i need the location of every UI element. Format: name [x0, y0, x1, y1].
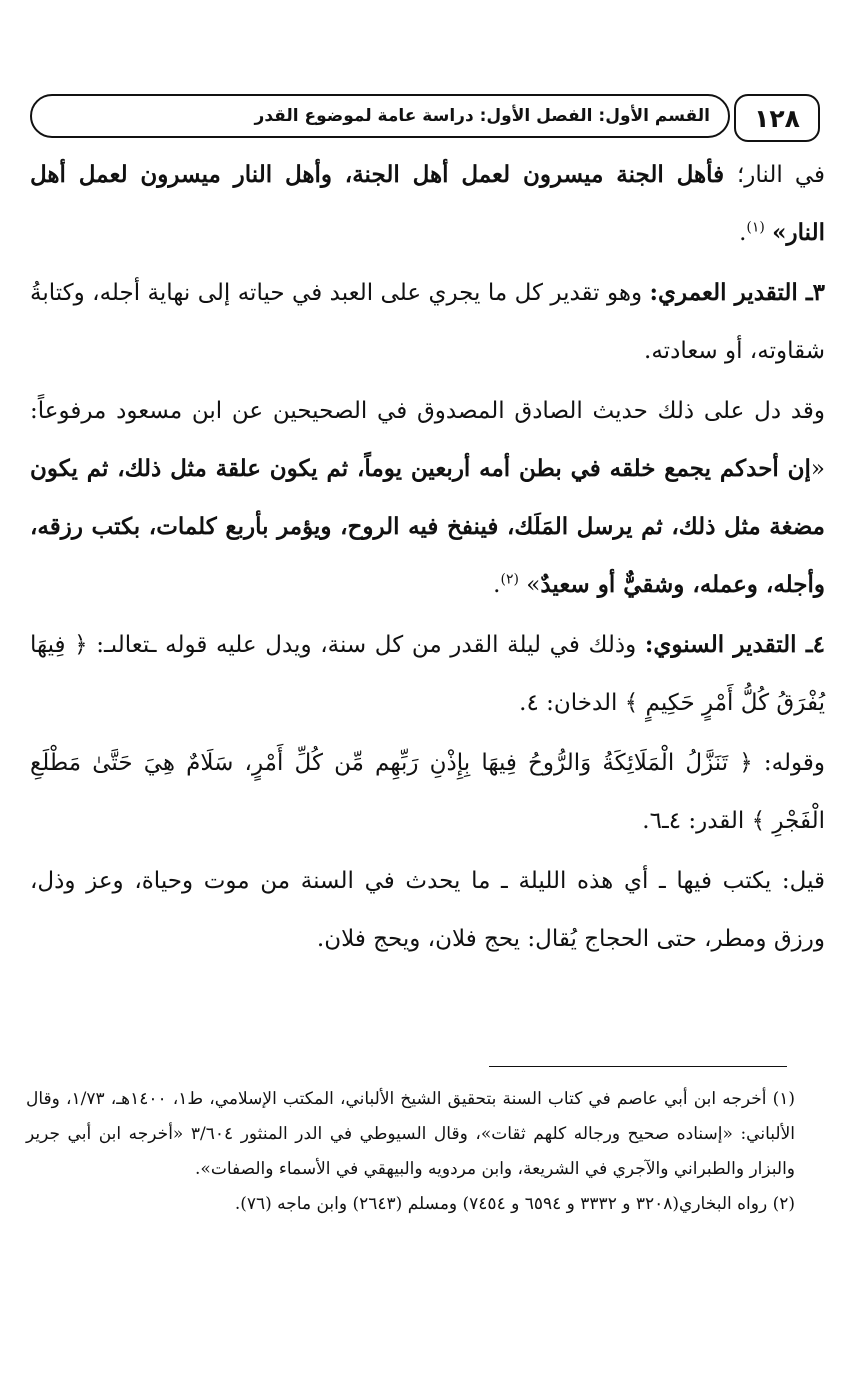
verse-qadr-source: القدر: ٤ـ٦. — [642, 808, 752, 834]
p6-text: قيل: يكتب فيها ـ أي هذه الليلة ـ ما يحدث في السنة من موت وحياة، وعز وذل، ورزق ومطر، حتى الحجاج يُقال: يحج فلان، ويحج فلان. — [30, 868, 825, 952]
footnotes — [26, 1082, 795, 1222]
verse-qadr: ﴿ تَنَزَّلُ الْمَلَائِكَةُ وَالرُّوحُ فِيهَا بِإِذْنِ رَبِّهِم مِّن كُلِّ أَمْرٍ، سَلَامٌ هِيَ حَتَّىٰ مَطْلَعِ الْفَجْرِ ﴾ — [30, 750, 825, 834]
footnote-divider — [489, 1066, 787, 1067]
heading-annual-decree: ٤ـ التقدير السنوي: — [644, 631, 825, 658]
main-text — [30, 146, 825, 970]
paragraph-2 — [30, 264, 825, 380]
p3-hadith: إن أحدكم يجمع خلقه في بطن أمه أربعين يوماً، ثم يكون علقة مثل ذلك، ثم يكون مضغة مثل ذلك، ثم يرسل المَلَك، فينفخ فيه الروح، ويؤمر بأربع كلمات، بكتب رزقه، وأجله، وعمله، وشقيٌّ أو سعيدٌ — [30, 455, 825, 598]
verse-dukhan-source: الدخان: ٤. — [519, 690, 625, 716]
paragraph-5 — [30, 734, 825, 850]
paragraph-4 — [30, 616, 825, 732]
running-title: القسم الأول: الفصل الأول: دراسة عامة لموضوع القدر — [30, 94, 730, 138]
paragraph-6 — [30, 852, 825, 968]
p3-intro: وقد دل على ذلك حديث الصادق المصدوق في الصحيحين عن ابن مسعود مرفوعاً: « — [30, 398, 825, 482]
heading-lifetime-decree: ٣ـ التقدير العمري: — [649, 279, 825, 306]
footnote-2: (٢) رواه البخاري(٣٢٠٨ و ٣٣٣٢ و ٦٥٩٤ و ٧٤٥٤) ومسلم (٢٦٤٣) وابن ماجه (٧٦). — [234, 1194, 795, 1214]
footnote-ref-2[interactable]: (٢) — [500, 571, 519, 588]
footnote-1: (١) أخرجه ابن أبي عاصم في كتاب السنة بتحقيق الشيخ الألباني، المكتب الإسلامي، ط١، ١٤٠٠هـ، ١/٧٣، وقال الألباني: «إسناده صحيح ورجاله كلهم ثقات»، وقال السيوطي في الدر المنثور ٣/٦٠٤ «أخرجه ابن أبي جرير والبزار والطبراني والآجري في الشريعة، وابن مردويه والبيهقي في الأسماء والصفات». — [26, 1089, 795, 1179]
p4-text: وذلك في ليلة القدر من كل سنة، ويدل عليه قوله ـتعالىـ: — [87, 632, 645, 658]
page-header — [30, 94, 820, 142]
p3-close: » — [526, 572, 541, 598]
paragraph-1 — [30, 146, 825, 262]
p2-text: وهو تقدير كل ما يجري على العبد في حياته إلى نهاية أجله، وكتابةُ شقاوته، أو سعادته. — [30, 280, 825, 364]
p5-intro: وقوله: — [752, 750, 825, 776]
p1-end: . — [739, 220, 747, 246]
page-number: ١٢٨ — [734, 94, 820, 142]
p1-lead: في النار؛ — [736, 162, 826, 188]
verse-dukhan: ﴿ فِيهَا يُفْرَقُ كُلُّ أَمْرٍ حَكِيمٍ ﴾ — [30, 632, 825, 716]
p3-end: . — [493, 572, 501, 598]
p1-hadith-end: فأهل الجنة ميسرون لعمل أهل الجنة، وأهل النار ميسرون لعمل أهل النار» — [30, 161, 825, 246]
paragraph-3 — [30, 382, 825, 614]
footnote-ref-1[interactable]: (١) — [746, 219, 765, 236]
